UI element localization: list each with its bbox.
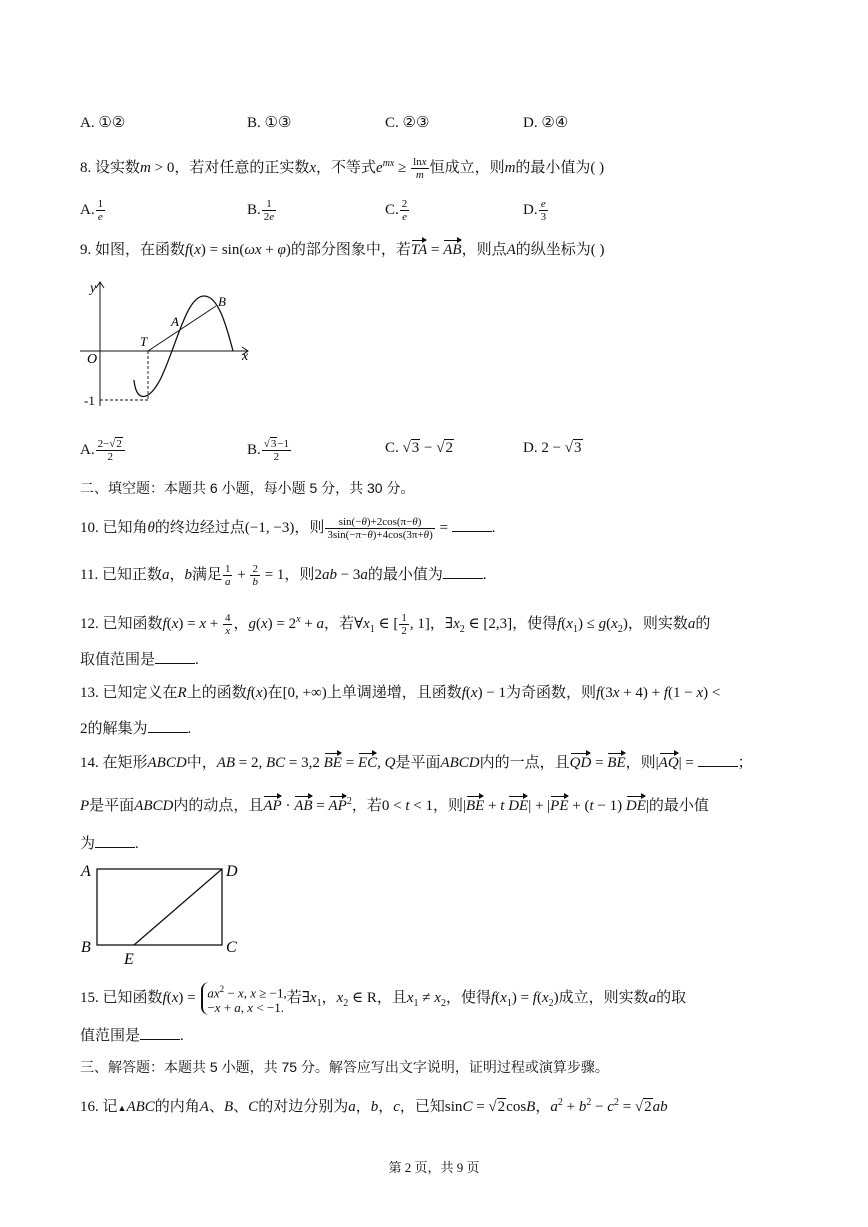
point-a-label: A xyxy=(171,314,179,329)
q14-stem: 14. 在矩形ABCD中，AB = 2, BC = 3,2 BE = EC, Q是平面ABCD内的一点，且QD = BE，则|AQ| = ； xyxy=(80,752,753,773)
q15-stem: 15. 已知函数$f(x) = ax^2 - x$, x ≥ −1, −x + a, x < −1.若$\exists x_1$，$x_2$ ∈ R，且$x_1 \ne x_2$，使得$f(x_1) = f(x_2)$成立，则实数a的取 xyxy=(80,984,687,1016)
q7-option-d: D. ②④ xyxy=(523,115,569,131)
q8-option-b: B. $\frac{1}{2e}$ xyxy=(247,198,275,223)
q14-rectangle-figure xyxy=(78,856,258,968)
q8-stem: 8. 设实数m > 0，若对任意的正实数x，不等式$e^{mx}$ ≥ $\frac{\ln x}{m}$ 恒成立，则m的最小值为( ) xyxy=(80,156,605,182)
minus-one-label: -1 xyxy=(84,393,95,408)
y-axis-label: y xyxy=(90,281,97,296)
q14-line3: 为 . xyxy=(80,833,139,854)
q14-line2: P是平面ABCD内的动点，且AP · AB = $AP^2$，若0 < t < 1，则|BE + t DE| + |PE + (t − 1) DE|的最小值 xyxy=(80,796,709,814)
q12-line2: 取值范围是 . xyxy=(80,649,199,670)
q8-option-a: A. $\frac{1}{e}$ xyxy=(80,198,104,223)
q9-option-d: D. 2 − √3 xyxy=(523,440,582,456)
point-b-label: B xyxy=(218,294,226,309)
section-3-heading: 三、解答题：本题共 5 小题，共 75 分。解答应写出文字说明，证明过程或演算步骤。 xyxy=(80,1059,609,1075)
q9-option-c: C. √3 − √2 xyxy=(385,440,453,456)
page-footer: 第 2 页，共 9 页 xyxy=(388,1160,480,1175)
q7-option-c: C. ②③ xyxy=(385,115,430,131)
q9-option-b: B. $\frac{√3-1}{2}$ xyxy=(247,438,290,463)
rect-label-a: A xyxy=(81,863,91,880)
rect-label-d: D xyxy=(226,863,238,880)
q9-option-a: A. $\frac{2-√2}{2}$ xyxy=(80,438,126,463)
q13-line2: 2的解集为 . xyxy=(80,718,191,739)
rect-label-b: B xyxy=(81,939,91,956)
q8-option-d: D. $\frac{e}{3}$ xyxy=(523,198,547,223)
section-2-heading: 二、填空题：本题共 6 小题，每小题 5 分，共 30 分。 xyxy=(80,480,415,496)
q7-option-b: B. ①③ xyxy=(247,115,292,131)
q16-stem: 16. 记▲ABC的内角A、B、C的对边分别为a，b，c，已知sinC = √2cosB，$a^2 + b^2 - c^2 = √2ab$ xyxy=(80,1097,668,1115)
rect-label-e: E xyxy=(124,951,134,968)
q11-stem: 11. 已知正数a，b满足 $\frac{1}{a}$ + $\frac{2}{b}$ = 1，则2ab − 3a的最小值为 . xyxy=(80,563,487,588)
q10-stem: 10. 已知角θ的终边经过点(−1, −3)，则 $\frac{\sin(-\theta)+2\cos(\pi-\theta)}{3\sin(-\pi-\theta)+4\cos(3\pi+\theta)}$ = . xyxy=(80,516,496,541)
x-axis-label: x xyxy=(242,349,249,364)
q9-stem: 9. 如图，在函数f(x) = sin(ωx + φ)的部分图象中，若TA = AB，则点A的纵坐标为( ) xyxy=(80,242,605,258)
q13-stem: 13. 已知定义在R上的函数f(x)在[0, +∞)上单调递增，且函数f(x) − 1为奇函数，则f(3x + 4) + f(1 − x) < xyxy=(80,685,721,701)
q15-line2: 值范围是 . xyxy=(80,1025,184,1046)
q12-stem: 12. 已知函数f(x) = x + $\frac{4}{x}$ ，$g(x) = 2^x + a$，若$\forall x_1$ ∈ [ $\frac{1}{2}$ , 1]，$\exists x_2$ ∈ [2,3]，使得$f(x_1) \le g(x_2)$，则实数a的 xyxy=(80,612,711,638)
q9-graph xyxy=(78,276,258,411)
q7-option-a: A. ①② xyxy=(80,115,126,131)
q8-option-c: C. $\frac{2}{e}$ xyxy=(385,198,408,223)
point-t-label: T xyxy=(140,334,148,349)
origin-label: O xyxy=(87,352,98,367)
rect-label-c: C xyxy=(226,939,237,956)
